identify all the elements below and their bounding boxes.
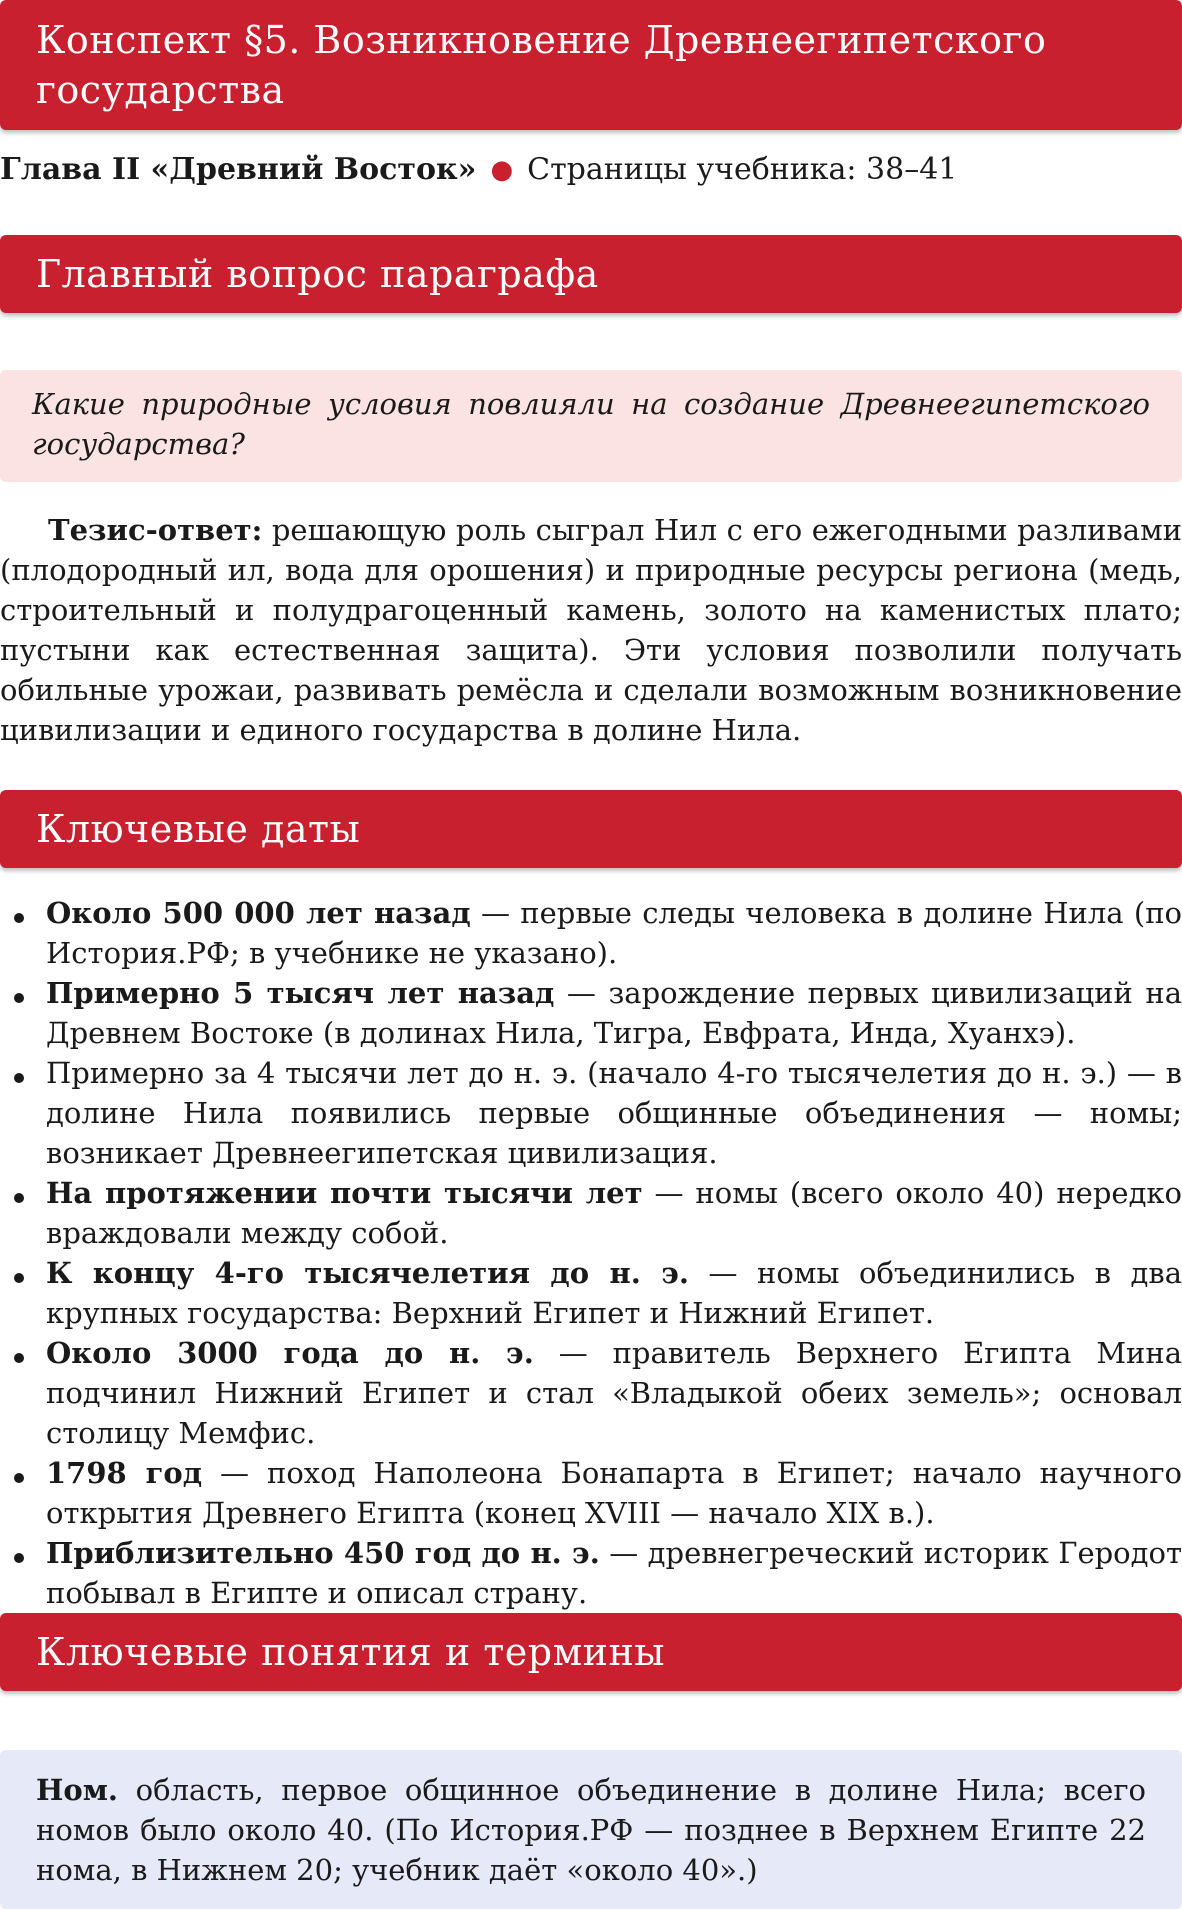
term-definition: область, первое общинное объединение в долине Нила; всего номов было около 40. (По История.РФ — позднее в Верхнем Египте 22 нома, в Нижнем 20; учебник даёт «около 40».)	[36, 1773, 1146, 1887]
date-description: — древнегреческий историк Геродот побывал в Египте и описал страну.	[46, 1536, 1182, 1610]
thesis-answer	[0, 510, 1182, 750]
section-heading-question	[0, 235, 1182, 313]
key-dates-list	[0, 893, 1182, 1613]
chapter-label: Глава II «Древний Восток»	[0, 152, 477, 187]
date-label: К концу 4-го тысячелетия до н. э.	[46, 1256, 689, 1290]
term-definition-box	[0, 1750, 1182, 1909]
list-item	[0, 1533, 1182, 1613]
term-name: Ном.	[36, 1773, 119, 1807]
textbook-pages: Страницы учебника: 38–41	[527, 152, 958, 187]
list-item	[0, 1333, 1182, 1453]
date-label: 1798 год	[46, 1456, 203, 1490]
date-label: Приблизительно 450 год до н. э.	[46, 1536, 600, 1570]
section-heading-label: Ключевые даты	[36, 807, 361, 851]
page-title-banner	[0, 0, 1182, 130]
thesis-lead: Тезис-ответ:	[48, 513, 263, 547]
date-description: — зарождение первых цивилизаций на Древнем Востоке (в долинах Нила, Тигра, Евфрата, Инда, Хуанхэ).	[46, 976, 1182, 1050]
date-description: Примерно за 4 тысячи лет до н. э. (начало 4-го тысячелетия до н. э.) — в долине Нила появились первые общинные объединения — номы; возникает Древнеегипетская цивилизация.	[46, 1056, 1182, 1170]
date-description: — правитель Верхнего Египта Мина подчинил Нижний Египет и стал «Владыкой обеих земель»; основал столицу Мемфис.	[46, 1336, 1182, 1450]
section-heading-label: Главный вопрос параграфа	[36, 252, 599, 296]
thesis-text: решающую роль сыграл Нил с его ежегодными разливами (плодородный ил, вода для орошения) и природные ресурсы региона (медь, строительный и полудрагоценный камень, золото на каменистых плато; пустыни как естественная защита). Эти условия позволили получать обильные урожаи, развивать ремёсла и сделали возможным возникновение цивилизации и единого государства в долине Нила.	[0, 513, 1182, 747]
date-description: — поход Наполеона Бонапарта в Египет; начало научного открытия Древнего Египта (конец XVIII — начало XIX в.).	[46, 1456, 1182, 1530]
chapter-meta	[0, 152, 1182, 187]
list-item	[0, 893, 1182, 973]
list-item	[0, 1173, 1182, 1253]
list-item	[0, 1253, 1182, 1333]
date-label: Примерно 5 тысяч лет назад	[46, 976, 555, 1010]
date-label: Около 3000 года до н. э.	[46, 1336, 534, 1370]
bullet-separator-icon: ●	[490, 154, 514, 185]
section-heading-dates	[0, 790, 1182, 868]
list-item	[0, 1053, 1182, 1173]
date-description: — номы (всего около 40) нередко враждовали между собой.	[46, 1176, 1182, 1250]
list-item	[0, 973, 1182, 1053]
list-item	[0, 1453, 1182, 1533]
date-label: Около 500 000 лет назад	[46, 896, 471, 930]
main-question: Какие природные условия повлияли на создание Древнеегипетского государства?	[32, 387, 1150, 461]
date-description: — номы объединились в два крупных государства: Верхний Египет и Нижний Египет.	[46, 1256, 1182, 1330]
date-label: На протяжении почти тысячи лет	[46, 1176, 643, 1210]
section-heading-label: Ключевые понятия и термины	[36, 1630, 666, 1674]
date-description: — первые следы человека в долине Нила (по История.РФ; в учебнике не указано).	[46, 896, 1182, 970]
section-heading-terms	[0, 1613, 1182, 1691]
main-question-box	[0, 370, 1182, 482]
page-title: Конспект §5. Возникновение Древнеегипетского государства	[36, 18, 1047, 112]
